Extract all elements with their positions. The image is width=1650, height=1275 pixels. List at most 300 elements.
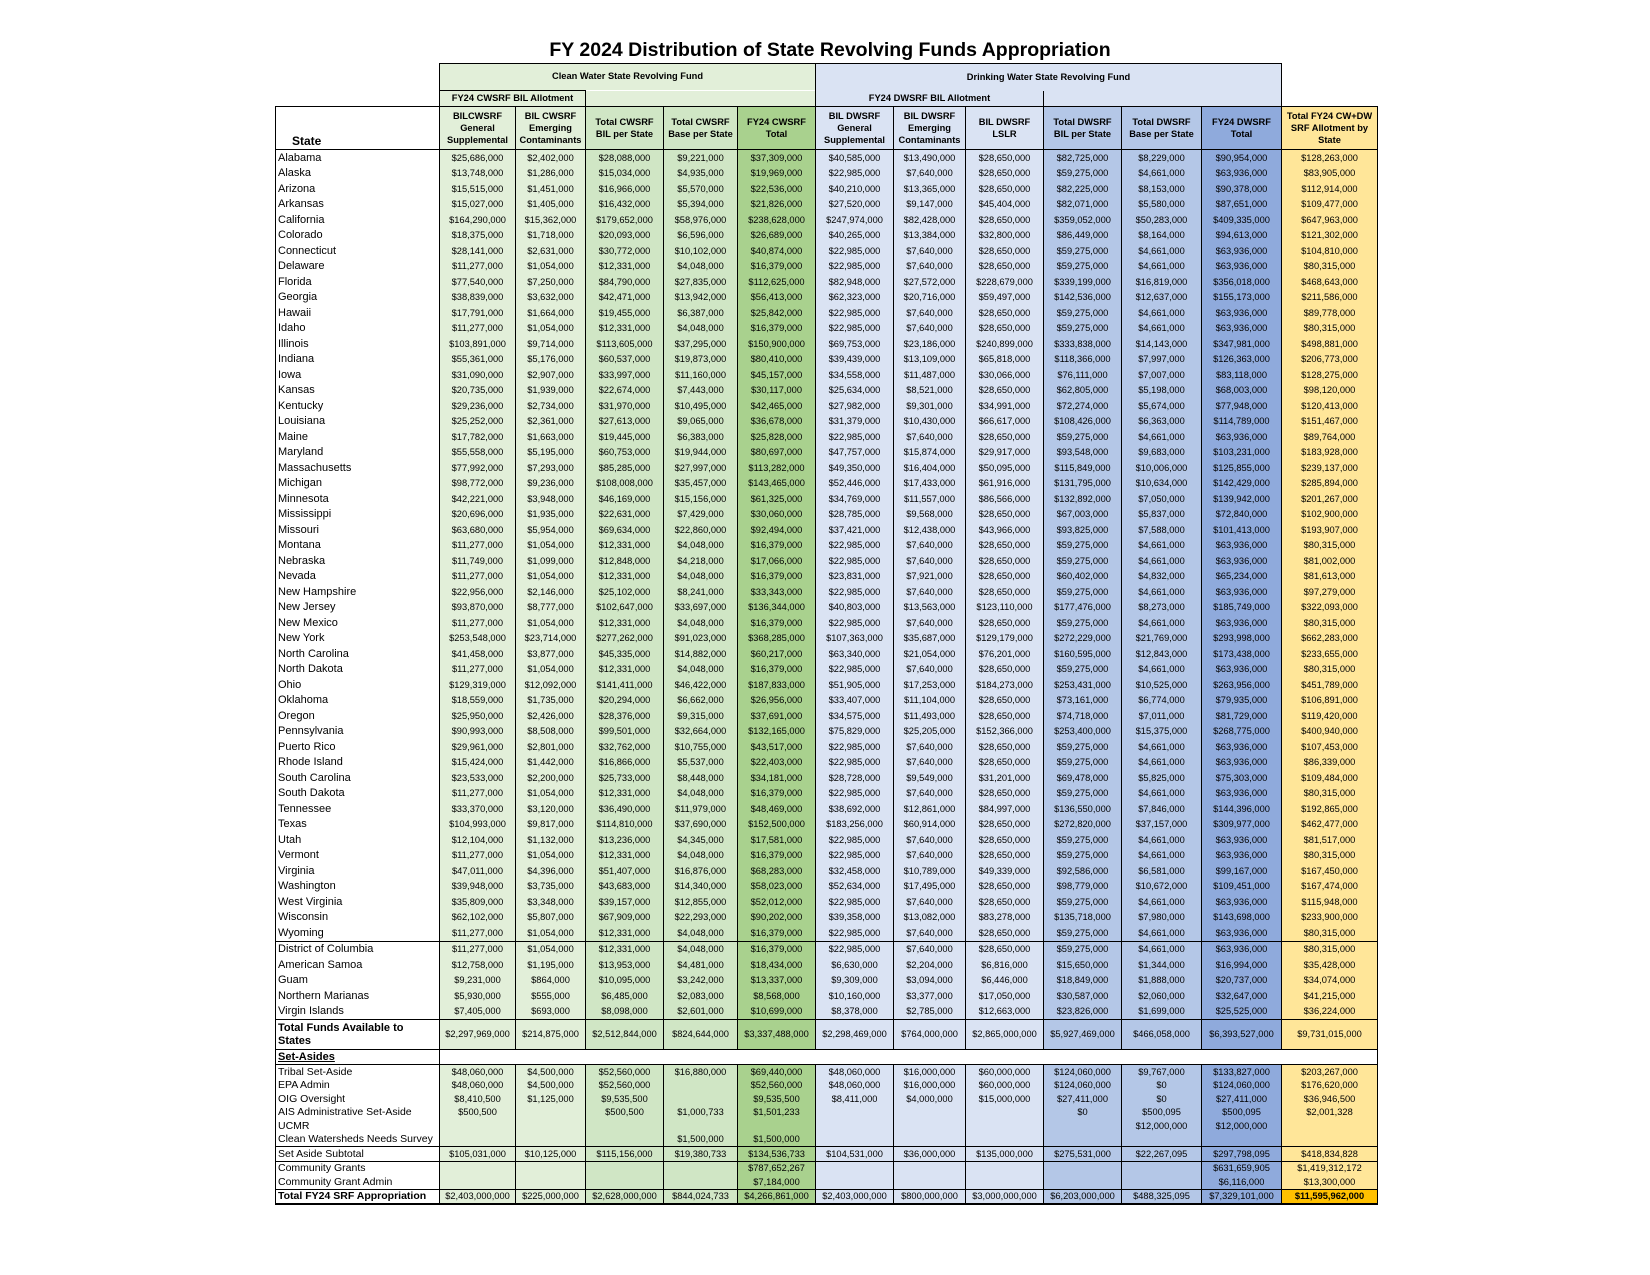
- cell-value: $42,471,000: [586, 290, 664, 306]
- cell-value: $26,956,000: [738, 693, 816, 709]
- cell-value: $6,816,000: [966, 957, 1044, 973]
- cell-value: $48,060,000: [440, 1079, 516, 1093]
- table-row: [276, 755, 1378, 771]
- cell-value: $1,054,000: [516, 321, 586, 337]
- cell-value: $60,753,000: [586, 445, 664, 461]
- cell-value: $59,275,000: [1044, 941, 1122, 957]
- cell-value: $22,536,000: [738, 181, 816, 197]
- cell-value: $52,560,000: [738, 1079, 816, 1093]
- row-label: Connecticut: [276, 243, 440, 259]
- cell-value: $1,054,000: [516, 615, 586, 631]
- cell-value: $2,785,000: [894, 1004, 966, 1020]
- column-header: BIL DWSRF Emerging Contaminants: [894, 107, 966, 150]
- cell-value: $37,295,000: [664, 336, 738, 352]
- cell-value: $4,048,000: [664, 941, 738, 957]
- row-label: Virgin Islands: [276, 1004, 440, 1020]
- state-column-header: State: [276, 107, 440, 150]
- cell-value: $0: [1122, 1079, 1202, 1093]
- cell-value: $13,563,000: [894, 600, 966, 616]
- cell-value: $69,753,000: [816, 336, 894, 352]
- cell-value: $28,650,000: [966, 739, 1044, 755]
- cell-value: $173,438,000: [1202, 646, 1282, 662]
- cell-value: $102,900,000: [1282, 507, 1378, 523]
- cell-value: $1,054,000: [516, 569, 586, 585]
- cell-value: $60,402,000: [1044, 569, 1122, 585]
- cell-value: $4,661,000: [1122, 755, 1202, 771]
- cell-value: $500,095: [1122, 1106, 1202, 1120]
- cell-value: $1,939,000: [516, 383, 586, 399]
- row-label: Ohio: [276, 677, 440, 693]
- cell-value: $37,691,000: [738, 708, 816, 724]
- table-row: [276, 600, 1378, 616]
- cell-value: $59,275,000: [1044, 615, 1122, 631]
- row-label: Texas: [276, 817, 440, 833]
- cell-value: $2,200,000: [516, 770, 586, 786]
- cell-value: [664, 1161, 738, 1175]
- cell-value: $22,985,000: [816, 615, 894, 631]
- table-row: [276, 925, 1378, 941]
- cell-value: $28,650,000: [966, 553, 1044, 569]
- cell-value: $4,661,000: [1122, 925, 1202, 941]
- cell-value: $7,007,000: [1122, 367, 1202, 383]
- cell-value: $63,936,000: [1202, 321, 1282, 337]
- cell-value: $63,936,000: [1202, 429, 1282, 445]
- row-label: Kansas: [276, 383, 440, 399]
- cell-value: $13,109,000: [894, 352, 966, 368]
- cell-value: $225,000,000: [516, 1189, 586, 1204]
- cell-value: $63,936,000: [1202, 243, 1282, 259]
- cell-value: $6,596,000: [664, 228, 738, 244]
- cell-value: $5,837,000: [1122, 507, 1202, 523]
- cell-value: $14,882,000: [664, 646, 738, 662]
- cell-value: $29,961,000: [440, 739, 516, 755]
- cell-value: $1,125,000: [516, 1092, 586, 1106]
- cell-value: $21,826,000: [738, 197, 816, 213]
- cell-value: $12,331,000: [586, 615, 664, 631]
- cell-value: $1,099,000: [516, 553, 586, 569]
- row-label: Delaware: [276, 259, 440, 275]
- grand-total-row: [276, 1189, 1378, 1204]
- cell-value: $1,664,000: [516, 305, 586, 321]
- cell-value: $115,849,000: [1044, 460, 1122, 476]
- cell-value: [440, 1175, 516, 1189]
- row-label: Mississippi: [276, 507, 440, 523]
- cell-value: $9,236,000: [516, 476, 586, 492]
- cell-value: $1,054,000: [516, 259, 586, 275]
- row-label: West Virginia: [276, 894, 440, 910]
- cell-value: [1202, 1133, 1282, 1147]
- column-header: FY24 CWSRF Total: [738, 107, 816, 150]
- cell-value: $80,697,000: [738, 445, 816, 461]
- cell-value: $1,500,000: [664, 1133, 738, 1147]
- cell-value: $201,267,000: [1282, 491, 1378, 507]
- cell-value: $33,997,000: [586, 367, 664, 383]
- cell-value: $13,953,000: [586, 957, 664, 973]
- cell-value: $106,891,000: [1282, 693, 1378, 709]
- cell-value: $0: [1122, 1092, 1202, 1106]
- cell-value: $4,500,000: [516, 1065, 586, 1079]
- cell-value: $58,023,000: [738, 879, 816, 895]
- territory-row: [276, 973, 1378, 989]
- cell-value: $22,985,000: [816, 739, 894, 755]
- cell-value: $167,450,000: [1282, 863, 1378, 879]
- cell-value: $27,572,000: [894, 274, 966, 290]
- table-row: [276, 615, 1378, 631]
- cell-value: $12,331,000: [586, 941, 664, 957]
- cell-value: $6,363,000: [1122, 414, 1202, 430]
- cell-value: $28,650,000: [966, 305, 1044, 321]
- cell-value: $4,661,000: [1122, 429, 1202, 445]
- cell-value: [586, 1119, 664, 1133]
- cell-value: $38,692,000: [816, 801, 894, 817]
- row-label: South Carolina: [276, 770, 440, 786]
- cell-value: $206,773,000: [1282, 352, 1378, 368]
- table-row: [276, 414, 1378, 430]
- cell-value: $133,827,000: [1202, 1065, 1282, 1079]
- cell-value: $16,379,000: [738, 259, 816, 275]
- cell-value: $152,500,000: [738, 817, 816, 833]
- table-row: [276, 569, 1378, 585]
- cell-value: $63,936,000: [1202, 848, 1282, 864]
- cell-value: $80,315,000: [1282, 321, 1378, 337]
- cell-value: $12,092,000: [516, 677, 586, 693]
- cell-value: $22,985,000: [816, 786, 894, 802]
- cell-value: $65,818,000: [966, 352, 1044, 368]
- row-label: Nevada: [276, 569, 440, 585]
- cell-value: $177,476,000: [1044, 600, 1122, 616]
- cell-value: $74,718,000: [1044, 708, 1122, 724]
- cell-value: $11,749,000: [440, 553, 516, 569]
- cell-value: $143,465,000: [738, 476, 816, 492]
- cell-value: $359,052,000: [1044, 212, 1122, 228]
- cell-value: $63,680,000: [440, 522, 516, 538]
- cell-value: $40,265,000: [816, 228, 894, 244]
- cell-value: [966, 1175, 1044, 1189]
- cell-value: $90,993,000: [440, 724, 516, 740]
- cell-value: [894, 1161, 966, 1175]
- cell-value: $62,323,000: [816, 290, 894, 306]
- cell-value: $80,410,000: [738, 352, 816, 368]
- cell-value: $3,877,000: [516, 646, 586, 662]
- row-label: Total Funds Available to States: [276, 1020, 440, 1050]
- cell-value: $662,283,000: [1282, 631, 1378, 647]
- cell-value: $7,640,000: [894, 243, 966, 259]
- cell-value: $69,440,000: [738, 1065, 816, 1079]
- cell-value: $238,628,000: [738, 212, 816, 228]
- cell-value: $22,985,000: [816, 848, 894, 864]
- cell-value: $5,927,469,000: [1044, 1020, 1122, 1050]
- cell-value: $14,340,000: [664, 879, 738, 895]
- cell-value: $28,650,000: [966, 879, 1044, 895]
- cell-value: $150,900,000: [738, 336, 816, 352]
- cell-value: $179,652,000: [586, 212, 664, 228]
- cell-value: $82,225,000: [1044, 181, 1122, 197]
- cell-value: $498,881,000: [1282, 336, 1378, 352]
- cell-value: $22,674,000: [586, 383, 664, 399]
- cell-value: $10,006,000: [1122, 460, 1202, 476]
- cell-value: $4,935,000: [664, 166, 738, 182]
- cell-value: $7,443,000: [664, 383, 738, 399]
- cell-value: $285,894,000: [1282, 476, 1378, 492]
- cell-value: $183,928,000: [1282, 445, 1378, 461]
- cell-value: $20,294,000: [586, 693, 664, 709]
- cell-value: $36,000,000: [894, 1147, 966, 1162]
- cell-value: $277,262,000: [586, 631, 664, 647]
- cell-value: $11,160,000: [664, 367, 738, 383]
- cell-value: $155,173,000: [1202, 290, 1282, 306]
- cell-value: $72,274,000: [1044, 398, 1122, 414]
- cell-value: [516, 1106, 586, 1120]
- cell-value: $12,861,000: [894, 801, 966, 817]
- cell-value: $4,345,000: [664, 832, 738, 848]
- cell-value: $59,275,000: [1044, 305, 1122, 321]
- row-label: Indiana: [276, 352, 440, 368]
- cell-value: [586, 1175, 664, 1189]
- cell-value: $7,640,000: [894, 894, 966, 910]
- cell-value: $45,335,000: [586, 646, 664, 662]
- cell-value: [894, 1119, 966, 1133]
- cell-value: $107,363,000: [816, 631, 894, 647]
- cell-value: $192,865,000: [1282, 801, 1378, 817]
- cell-value: $28,650,000: [966, 925, 1044, 941]
- cell-value: $16,819,000: [1122, 274, 1202, 290]
- cell-value: $11,277,000: [440, 941, 516, 957]
- cell-value: $263,956,000: [1202, 677, 1282, 693]
- cell-value: $1,344,000: [1122, 957, 1202, 973]
- cell-value: $297,798,095: [1202, 1147, 1282, 1162]
- cell-value: $22,985,000: [816, 243, 894, 259]
- cell-value: $7,640,000: [894, 584, 966, 600]
- cell-value: $82,725,000: [1044, 150, 1122, 166]
- row-label: Michigan: [276, 476, 440, 492]
- cell-value: $82,428,000: [894, 212, 966, 228]
- cell-value: [1122, 1161, 1202, 1175]
- cell-value: $67,003,000: [1044, 507, 1122, 523]
- cell-value: $7,640,000: [894, 925, 966, 941]
- table-row: [276, 832, 1378, 848]
- cell-value: $4,661,000: [1122, 553, 1202, 569]
- cell-value: $49,350,000: [816, 460, 894, 476]
- cell-value: $5,580,000: [1122, 197, 1202, 213]
- cell-value: $16,000,000: [894, 1079, 966, 1093]
- cell-value: $32,647,000: [1202, 988, 1282, 1004]
- cell-value: $69,478,000: [1044, 770, 1122, 786]
- cell-value: $4,048,000: [664, 925, 738, 941]
- cell-value: $46,169,000: [586, 491, 664, 507]
- cell-value: $34,769,000: [816, 491, 894, 507]
- cell-value: $8,777,000: [516, 600, 586, 616]
- cell-value: $2,060,000: [1122, 988, 1202, 1004]
- cell-value: $11,979,000: [664, 801, 738, 817]
- cell-value: $34,991,000: [966, 398, 1044, 414]
- cell-value: $4,661,000: [1122, 584, 1202, 600]
- cell-value: $3,242,000: [664, 973, 738, 989]
- cell-value: $2,204,000: [894, 957, 966, 973]
- cell-value: $4,661,000: [1122, 894, 1202, 910]
- cell-value: $11,277,000: [440, 538, 516, 554]
- cell-value: $347,981,000: [1202, 336, 1282, 352]
- row-label: Guam: [276, 973, 440, 989]
- cell-value: $0: [1044, 1106, 1122, 1120]
- cell-value: $152,366,000: [966, 724, 1044, 740]
- cell-value: $272,820,000: [1044, 817, 1122, 833]
- cell-value: $5,825,000: [1122, 770, 1202, 786]
- cell-value: $28,650,000: [966, 584, 1044, 600]
- column-header: Total CWSRF Base per State: [664, 107, 738, 150]
- cell-value: $39,157,000: [586, 894, 664, 910]
- cell-value: $28,650,000: [966, 321, 1044, 337]
- cell-value: $43,683,000: [586, 879, 664, 895]
- cell-value: $3,948,000: [516, 491, 586, 507]
- cell-value: $7,011,000: [1122, 708, 1202, 724]
- cell-value: $16,432,000: [586, 197, 664, 213]
- row-label: Pennsylvania: [276, 724, 440, 740]
- table-row: [276, 662, 1378, 678]
- cell-value: $193,907,000: [1282, 522, 1378, 538]
- cell-value: $16,966,000: [586, 181, 664, 197]
- cell-value: $18,849,000: [1044, 973, 1122, 989]
- cell-value: [1044, 1133, 1122, 1147]
- cell-value: $12,758,000: [440, 957, 516, 973]
- cell-value: $9,731,015,000: [1282, 1020, 1378, 1050]
- cell-value: $1,054,000: [516, 538, 586, 554]
- cell-value: $92,494,000: [738, 522, 816, 538]
- cell-value: $7,980,000: [1122, 910, 1202, 926]
- cell-value: $13,337,000: [738, 973, 816, 989]
- cell-value: $16,876,000: [664, 863, 738, 879]
- cell-value: $20,716,000: [894, 290, 966, 306]
- cell-value: $46,422,000: [664, 677, 738, 693]
- cell-value: $333,838,000: [1044, 336, 1122, 352]
- set-asides-header-row: [276, 1050, 1378, 1065]
- cell-value: $55,361,000: [440, 352, 516, 368]
- cell-value: $10,495,000: [664, 398, 738, 414]
- cell-value: $27,982,000: [816, 398, 894, 414]
- cell-value: $203,267,000: [1282, 1065, 1378, 1079]
- row-label: UCMR: [276, 1119, 440, 1133]
- cell-value: $824,644,000: [664, 1020, 738, 1050]
- cell-value: $19,380,733: [664, 1147, 738, 1162]
- cell-value: $7,640,000: [894, 321, 966, 337]
- cell-value: $9,315,000: [664, 708, 738, 724]
- cell-value: $32,800,000: [966, 228, 1044, 244]
- cell-value: $107,453,000: [1282, 739, 1378, 755]
- cell-value: $22,985,000: [816, 755, 894, 771]
- cell-value: $4,500,000: [516, 1079, 586, 1093]
- cell-value: $10,672,000: [1122, 879, 1202, 895]
- cell-value: $12,331,000: [586, 662, 664, 678]
- cell-value: $59,275,000: [1044, 848, 1122, 864]
- set-aside-row: [276, 1106, 1378, 1120]
- cell-value: $67,909,000: [586, 910, 664, 926]
- cell-value: $4,661,000: [1122, 166, 1202, 182]
- table-row: [276, 352, 1378, 368]
- cell-value: $18,375,000: [440, 228, 516, 244]
- cell-value: [894, 1133, 966, 1147]
- row-label: Set Aside Subtotal: [276, 1147, 440, 1162]
- cell-value: $13,384,000: [894, 228, 966, 244]
- cell-value: $124,060,000: [1044, 1079, 1122, 1093]
- cell-value: $63,936,000: [1202, 305, 1282, 321]
- cell-value: $8,521,000: [894, 383, 966, 399]
- cell-value: $8,568,000: [738, 988, 816, 1004]
- cell-value: $214,875,000: [516, 1020, 586, 1050]
- community-row: [276, 1175, 1378, 1189]
- column-header-row: [276, 107, 1378, 150]
- cell-value: $233,900,000: [1282, 910, 1378, 926]
- table-row: [276, 724, 1378, 740]
- cell-value: $800,000,000: [894, 1189, 966, 1204]
- cell-value: $98,772,000: [440, 476, 516, 492]
- cell-value: $35,809,000: [440, 894, 516, 910]
- column-header: FY24 DWSRF Total: [1202, 107, 1282, 150]
- cell-value: [440, 1161, 516, 1175]
- cell-value: [894, 1175, 966, 1189]
- cell-value: $63,936,000: [1202, 941, 1282, 957]
- cell-value: $13,365,000: [894, 181, 966, 197]
- cell-value: $309,977,000: [1202, 817, 1282, 833]
- cell-value: [1122, 1133, 1202, 1147]
- cell-value: $87,651,000: [1202, 197, 1282, 213]
- cell-value: $12,843,000: [1122, 646, 1202, 662]
- cell-value: $39,948,000: [440, 879, 516, 895]
- cell-value: $4,048,000: [664, 259, 738, 275]
- cell-value: $43,966,000: [966, 522, 1044, 538]
- cell-value: $35,457,000: [664, 476, 738, 492]
- cell-value: [664, 1175, 738, 1189]
- cell-value: $60,914,000: [894, 817, 966, 833]
- cell-value: $32,762,000: [586, 739, 664, 755]
- cell-value: $1,054,000: [516, 786, 586, 802]
- cell-value: $12,331,000: [586, 569, 664, 585]
- cell-value: $28,728,000: [816, 770, 894, 786]
- cell-value: $5,394,000: [664, 197, 738, 213]
- cell-value: $23,826,000: [1044, 1004, 1122, 1020]
- cell-value: $90,202,000: [738, 910, 816, 926]
- cell-value: $51,905,000: [816, 677, 894, 693]
- cell-value: $1,000,733: [664, 1106, 738, 1120]
- cell-value: $12,637,000: [1122, 290, 1202, 306]
- cell-value: $22,267,095: [1122, 1147, 1202, 1162]
- cell-value: $5,176,000: [516, 352, 586, 368]
- cell-value: $143,698,000: [1202, 910, 1282, 926]
- cell-value: $5,570,000: [664, 181, 738, 197]
- column-header: Total CWSRF BIL per State: [586, 107, 664, 150]
- cell-value: $11,277,000: [440, 321, 516, 337]
- cell-value: $7,640,000: [894, 832, 966, 848]
- cell-value: $12,848,000: [586, 553, 664, 569]
- cell-value: $500,095: [1202, 1106, 1282, 1120]
- cell-value: $466,058,000: [1122, 1020, 1202, 1050]
- row-label: EPA Admin: [276, 1079, 440, 1093]
- cell-value: $28,650,000: [966, 708, 1044, 724]
- row-label: Missouri: [276, 522, 440, 538]
- cell-value: $37,309,000: [738, 150, 816, 166]
- cw-fund-header: Clean Water State Revolving Fund: [440, 64, 816, 91]
- community-row: [276, 1161, 1378, 1175]
- cell-value: $451,789,000: [1282, 677, 1378, 693]
- cell-value: $9,568,000: [894, 507, 966, 523]
- row-label: Florida: [276, 274, 440, 290]
- cell-value: $22,860,000: [664, 522, 738, 538]
- column-header: Total FY24 CW+DW SRF Allotment by State: [1282, 107, 1378, 150]
- cell-value: $39,439,000: [816, 352, 894, 368]
- cell-value: $125,855,000: [1202, 460, 1282, 476]
- cell-value: $59,275,000: [1044, 166, 1122, 182]
- cell-value: $144,396,000: [1202, 801, 1282, 817]
- cell-value: $7,184,000: [738, 1175, 816, 1189]
- cell-value: $99,501,000: [586, 724, 664, 740]
